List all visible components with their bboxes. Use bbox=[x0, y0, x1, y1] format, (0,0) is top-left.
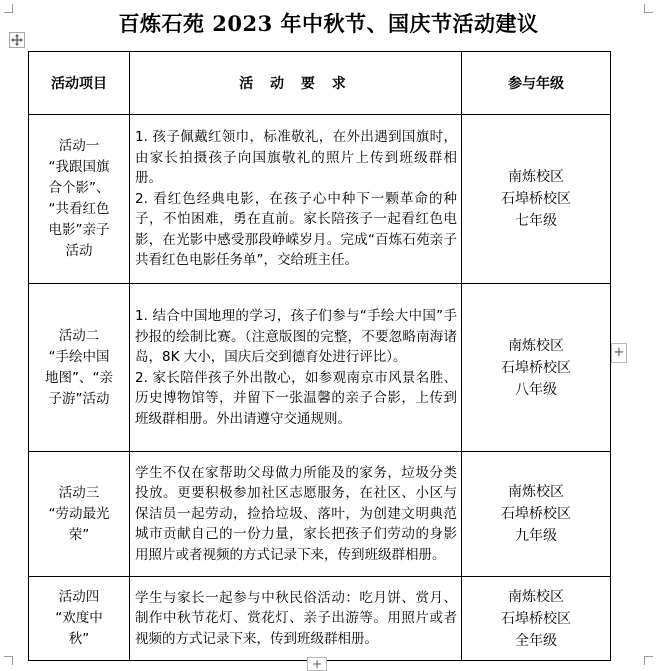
requirement-paragraph: 学生与家长一起参与中秋民俗活动：吃月饼、赏月、制作中秋节花灯、赏花灯、亲子出游等。用照片或者视频的方式记录下来，传到班级群相册。 bbox=[135, 589, 457, 647]
grade-line: 南炼校区 bbox=[508, 588, 564, 605]
page-corner-mark bbox=[4, 656, 13, 665]
activity-line: “我跟国旗 bbox=[48, 159, 110, 175]
activity-line: 地图”、“亲 bbox=[45, 369, 113, 386]
grade-line: 八年级 bbox=[515, 381, 557, 398]
header-requirements: 活 动 要 求 bbox=[130, 52, 462, 115]
activity-cell bbox=[29, 452, 130, 577]
activity-line: 活动二 bbox=[58, 327, 100, 344]
activity-line: “手绘中国 bbox=[48, 348, 110, 365]
plus-icon: + bbox=[613, 345, 625, 360]
activity-cell bbox=[29, 577, 130, 661]
activity-line: “欢度中 bbox=[55, 610, 103, 626]
grade-line: 全年级 bbox=[515, 632, 557, 649]
grade-cell bbox=[462, 452, 611, 577]
requirement-paragraph: 1. 孩子佩戴红领巾，标准敬礼，在外出遇到国旗时，由家长拍摄孩子向国旗敬礼的照片上传到班级群相册。 bbox=[135, 129, 457, 187]
grade-line: 九年级 bbox=[515, 528, 557, 544]
header-activity: 活动项目 bbox=[29, 52, 130, 115]
requirement-paragraph: 1. 结合中国地理的学习，孩子们参与“手绘大中国”手抄报的绘制比赛。（注意版图的完整，不要忽略南海诸岛，8K 大小，国庆后交到德育处进行评比）。 bbox=[135, 308, 457, 365]
table-row bbox=[29, 284, 611, 452]
requirement-paragraph: 学生不仅在家帮助父母做力所能及的家务，垃圾分类投放。更要积极参加社区志愿服务，在社区、小区与保洁员一起劳动，捡拾垃圾、落叶，为创建文明典范城市贡献自己的一份力量，家长把孩子们劳动的身影用照片或者视频的方式记录下来，传到班级群相册。 bbox=[135, 464, 457, 563]
requirement-paragraph: 2. 家长陪伴孩子外出散心，如参观南京市风景名胜、历史博物馆等，并留下一张温馨的亲子合影，上传到班级群相册。外出请遵守交通规则。 bbox=[135, 369, 457, 427]
activity-line: 活动四 bbox=[58, 589, 100, 605]
activity-line: 合个影”、 bbox=[48, 180, 110, 196]
requirements-cell bbox=[130, 577, 462, 661]
activity-cell bbox=[29, 284, 130, 452]
activity-line: 活动一 bbox=[58, 138, 100, 154]
table-move-handle[interactable] bbox=[9, 32, 25, 48]
requirement-paragraph: 2. 看红色经典电影，在孩子心中种下一颗革命的种子，不怕困难，勇在直前。家长陪孩子一起看红色电影，在光影中感受那段峥嵘岁月。完成“百炼石苑亲子共看红色电影任务单”，交给班主任。 bbox=[135, 190, 457, 269]
page-title: 百炼石苑 2023 年中秋节、国庆节活动建议 bbox=[118, 11, 539, 36]
header-grade: 参与年级 bbox=[462, 52, 611, 115]
activity-line: 子游”活动 bbox=[48, 390, 110, 407]
plus-icon: + bbox=[311, 657, 323, 671]
add-column-button[interactable] bbox=[611, 343, 627, 363]
requirements-cell bbox=[130, 115, 462, 284]
grade-line: 南炼校区 bbox=[508, 484, 564, 500]
grade-line: 石埠桥校区 bbox=[501, 610, 571, 627]
grade-cell bbox=[462, 115, 611, 284]
activity-line: “劳动最光 bbox=[48, 505, 110, 522]
activity-line: 荣” bbox=[68, 526, 90, 543]
grade-line: 石埠桥校区 bbox=[501, 506, 571, 522]
activity-cell bbox=[29, 115, 130, 284]
activity-table bbox=[28, 51, 611, 661]
grade-line: 石埠桥校区 bbox=[501, 359, 571, 376]
grade-cell bbox=[462, 577, 611, 661]
page-corner-mark bbox=[644, 656, 653, 665]
grade-line: 七年级 bbox=[515, 213, 557, 229]
table-header-row bbox=[29, 52, 611, 115]
activity-line: 电影”亲子 bbox=[48, 222, 110, 238]
grade-line: 石埠桥校区 bbox=[501, 191, 571, 207]
requirements-cell bbox=[130, 284, 462, 452]
table-row bbox=[29, 577, 611, 661]
grade-line: 南炼校区 bbox=[508, 169, 564, 185]
grade-cell bbox=[462, 284, 611, 452]
table-row bbox=[29, 452, 611, 577]
activity-line: “共看红色 bbox=[48, 201, 110, 217]
requirements-cell bbox=[130, 452, 462, 577]
move-icon bbox=[11, 34, 23, 46]
grade-line: 南炼校区 bbox=[508, 337, 564, 354]
activity-line: 活动三 bbox=[58, 484, 100, 501]
activity-line: 秋” bbox=[68, 631, 90, 647]
activity-line: 活动 bbox=[65, 243, 93, 259]
table-row bbox=[29, 115, 611, 284]
